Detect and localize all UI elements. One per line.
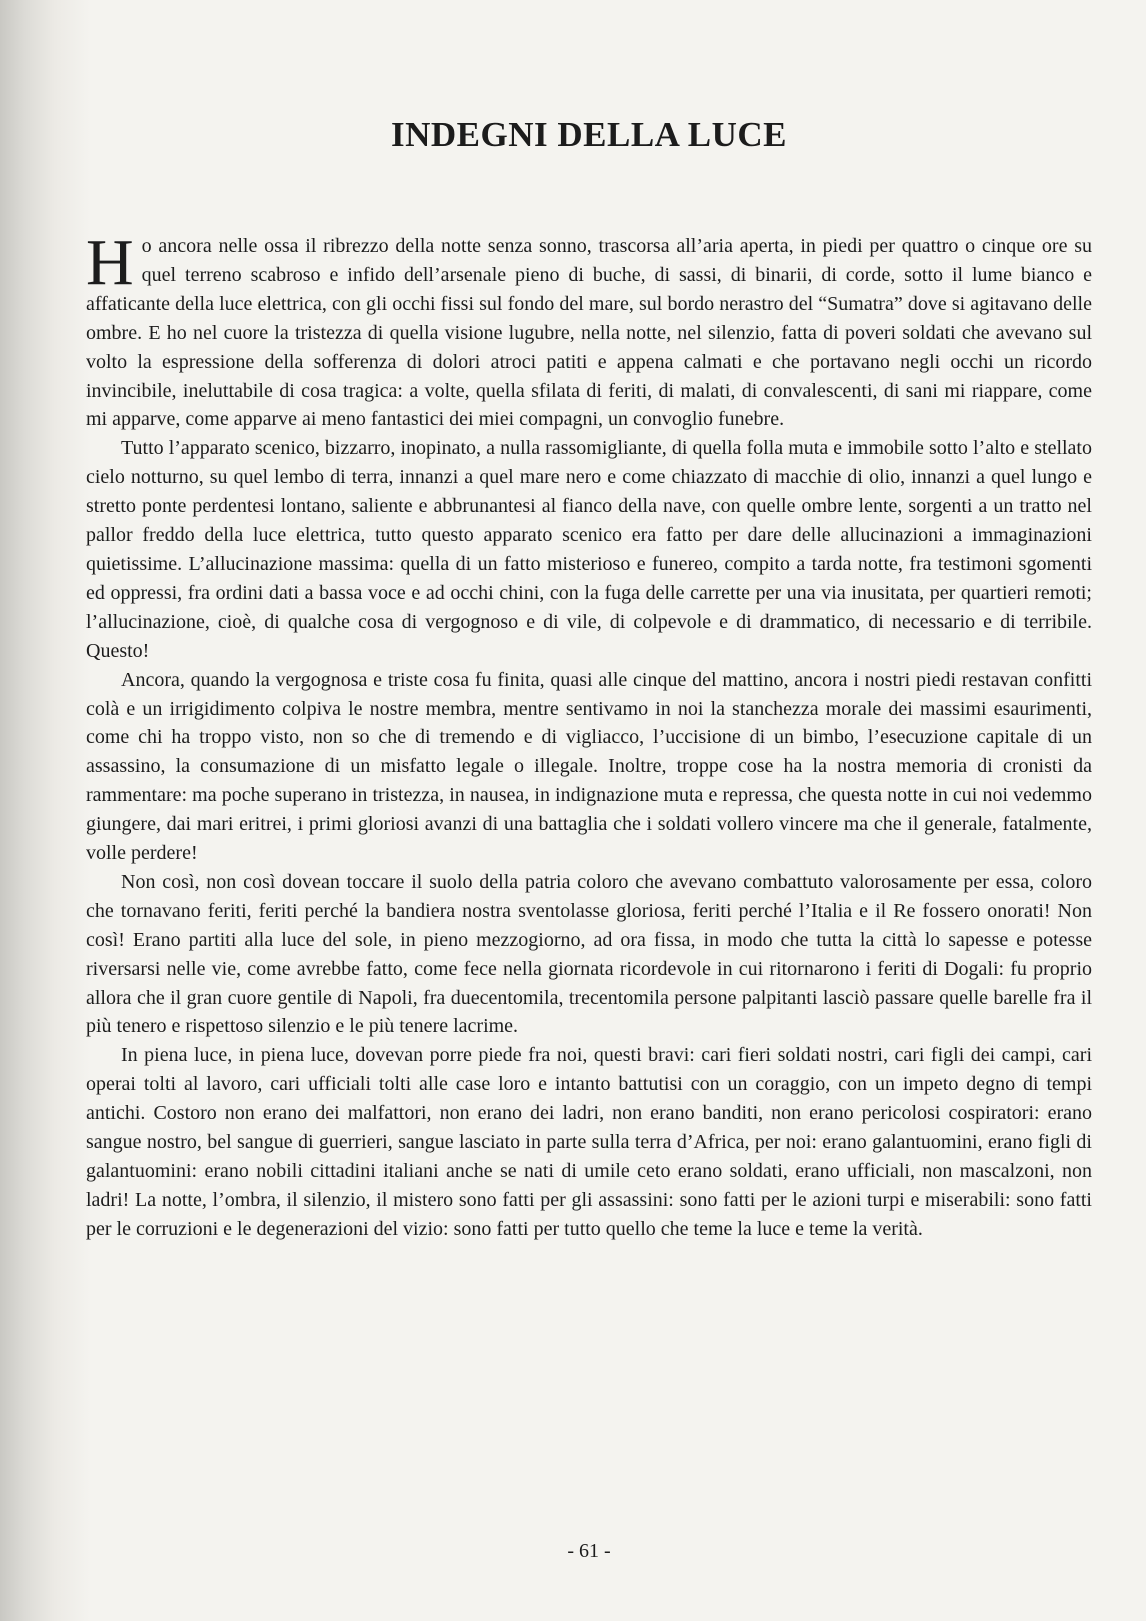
paragraph-3: Ancora, quando la vergognosa e triste cosa fu finita, quasi alle cinque del mattino, ancora i nostri piedi restavan confitti colà e un irrigidimento colpiva le nostre membra, mentre sentivamo in noi la stanchezza morale dei massimi esaurimenti, come chi ha troppo visto, non so che di tremendo e di vigliacco, l’uccisione di un bimbo, l’esecuzione capitale di un assassino, la consumazione di un misfatto legale o illegale. Inoltre, troppe cose ha la nostra memoria di cronisti da rammentare: ma poche superano in tristezza, in nausea, in indignazione muta e repressa, che questa notte in cui noi vedemmo giungere, dai mari eritrei, i primi gloriosi avanzi di una battaglia che i soldati vollero vincere ma che il generale, fatalmente, volle perdere! — [86, 668, 1092, 865]
paragraph-5: In piena luce, in piena luce, dovevan porre piede fra noi, questi bravi: cari fieri soldati nostri, cari figli dei campi, cari operai tolti al lavoro, cari ufficiali tolti alle case loro e intanto battutisi con un coraggio, con un impeto degno di tempi antichi. Costoro non erano dei malfattori, non erano dei ladri, non erano banditi, non erano pericolosi cospiratori: erano sangue nostro, bel sangue di guerrieri, sangue lasciato in parte sulla terra d’Africa, per noi: erano galantuomini, erano figli di galantuomini: erano nobili cittadini italiani anche se nati di umile ceto erano soldati, erano ufficiali, non mascalzoni, non ladri! La notte, l’ombra, il silenzio, il mistero sono fatti per gli assassini: sono fatti per le azioni turpi e miserabili: sono fatti per le corruzioni e le degenerazioni del vizio: sono fatti per tutto quello che teme la luce e teme la verità. — [86, 1044, 1092, 1240]
document-page — [86, 0, 1092, 1621]
chapter-body — [86, 226, 1092, 1244]
paragraph-2: Tutto l’apparato scenico, bizzarro, inopinato, a nulla rassomigliante, di quella folla muta e immobile sotto l’alto e stellato cielo notturno, su quel lembo di terra, innanzi a quel mare nero e come chiazzato di macchie di olio, innanzi a quel lungo e stretto ponte perdentesi lontano, saliente e abbrunantesi al fianco della nave, con quelle ombre lente, sorgenti a un tratto nel pallor freddo della luce elettrica, tutto questo apparato scenico era fatto per dare delle allucinazioni a immaginazioni quietissime. L’allucinazione massima: quella di un fatto misterioso e funereo, compito a tarda notte, fra testimoni sgomenti ed oppressi, fra ordini dati a bassa voce e ad occhi chini, con la fuga delle carrette per una via inusitata, per quartieri remoti; l’allucinazione, cioè, di qualche cosa di vergognoso e di vile, di colpevole e di drammatico, di necessario e di terribile. Questo! — [86, 437, 1092, 662]
paragraph-1-text: o ancora nelle ossa il ribrezzo della notte senza sonno, trascorsa all’aria aperta, in piedi per quattro o cinque ore su quel terreno scabroso e infido dell’arsenale pieno di buche, di sassi, di binarii, di corde, sotto il lume bianco e affaticante della luce elettrica, con gli occhi fissi sul fondo del mare, sul bordo nerastro del “Sumatra” dove si agitavano delle ombre. E ho nel cuore la tristezza di quella visione lugubre, nella notte, nel silenzio, fatta di poveri soldati che avevano sul volto la espressione della sofferenza di dolori atroci patiti e appena calmati e che portavano negli occhi un ricordo invincibile, ineluttabile di cosa tragica: a volte, quella sfilata di feriti, di malati, di convalescenti, di sani mi riappare, come mi apparve, come apparve ai meno fantastici dei miei compagni, un convoglio funebre. — [86, 235, 1092, 431]
page-number: - 61 - — [567, 1540, 611, 1562]
drop-cap: H — [86, 226, 134, 299]
chapter-title: INDEGNI DELLA LUCE — [390, 115, 788, 154]
page-gutter-shadow — [0, 0, 90, 1621]
paragraph-1 — [86, 226, 1092, 434]
paragraph-4: Non così, non così dovean toccare il suolo della patria coloro che avevano combattuto valorosamente per essa, coloro che tornavano feriti, feriti perché la bandiera nostra sventolasse gloriosa, feriti perché l’Italia e il Re fossero onorati! Non così! Erano partiti alla luce del sole, in pieno mezzogiorno, ad ora fissa, in modo che tutta la città lo sapesse e potesse riversarsi nelle vie, come avrebbe fatto, come fece nella giornata ricordevole in cui ritornarono i feriti di Dogali: fu proprio allora che il gran cuore gentile di Napoli, fra duecentomila, trecentomila persone palpitanti lasciò passare quelle barelle fra il più tenero e rispettoso silenzio e le più tenere lacrime. — [86, 870, 1092, 1038]
